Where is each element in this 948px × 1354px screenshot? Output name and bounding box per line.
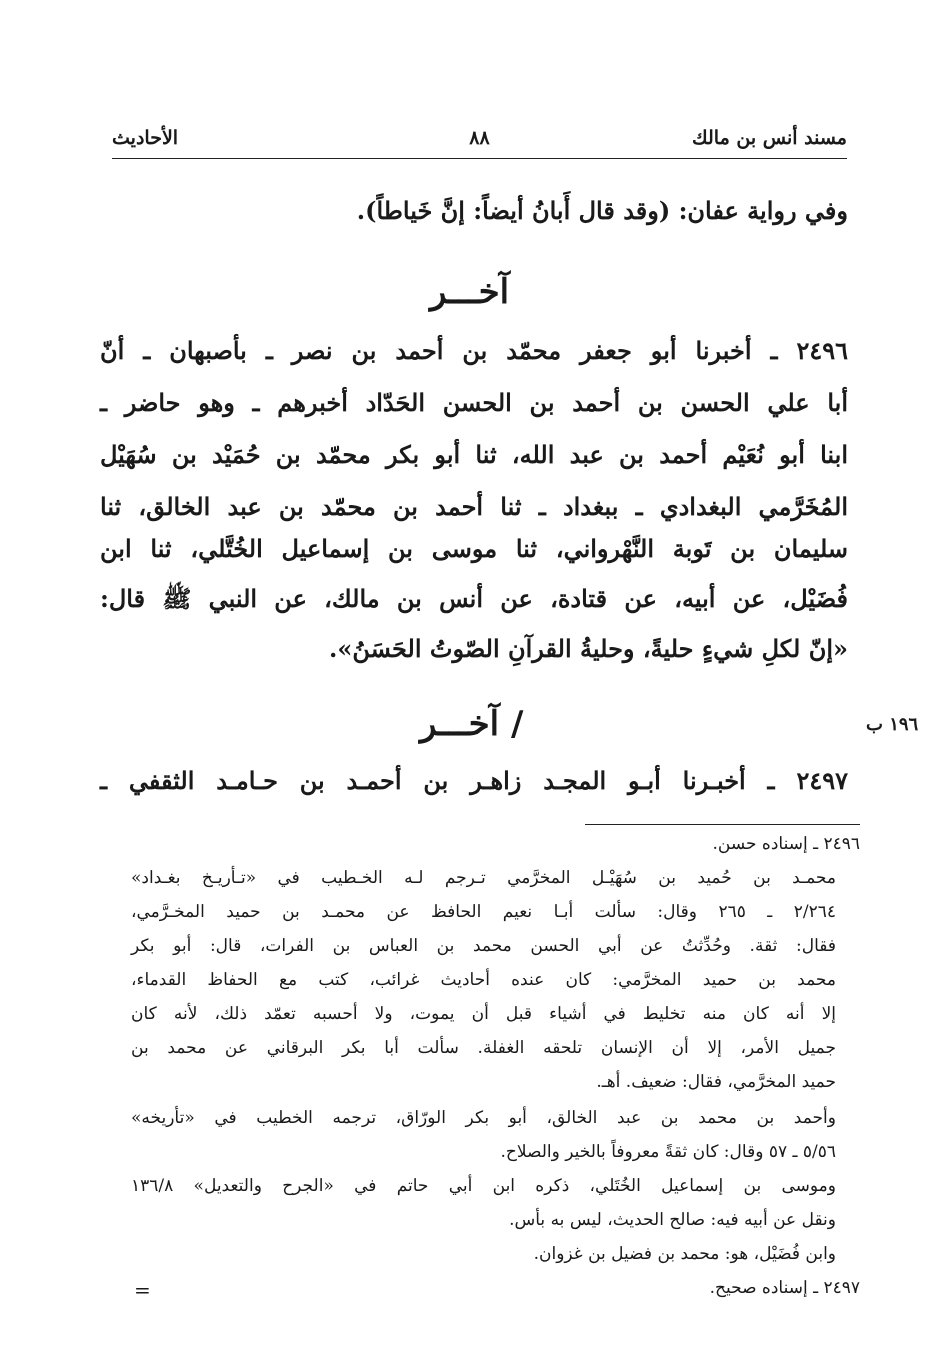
footnote-2496-head: ٢٤٩٦ ـ إسناده حسن. [712,834,860,854]
footnote-line: ٥/٥٦ ـ ٥٧ وقال: كان ثقةً معروفاً بالخير والصلاح. [500,1142,836,1162]
footnote-2497-head: ٢٤٩٧ ـ إسناده صحيح. [709,1278,860,1298]
footnote-line: فقال: ثقة. وحُدِّثتُ عن أبي الحسن محمد بن العباس بن الفرات، قال: أبو بكر [131,936,836,956]
footnote-line: جميل الأمر، إلا أن الإنسان تلحقه الغفلة. سألت أبا بكر البرقاني عن محمد بن [131,1038,836,1058]
footnote-line: محمد بن حميد المخرَّمي: كان عنده أحاديث غرائب، كتب مع الحفاظ القدماء، [131,970,836,990]
hadith-2496-line-2: أبا علي الحسن بن أحمد بن الحسن الحَدّاد أخبرهم ـ وهو حاضر ـ [100,388,848,417]
intro-line: وفي رواية عفان: (وقد قال أَبانُ أيضاً: إنَّ خَياطاً). [356,196,848,225]
footnote-line: وابن فُضَيْل، هو: محمد بن فضيل بن غزوان. [533,1244,836,1264]
footnote-line: وموسى بن إسماعيل الخُتَلي، ذكره ابن أبي حاتم في «الجرح والتعديل» ١٣٦/٨ [131,1176,836,1196]
section-title: الأحاديث [112,127,179,149]
page-number: ٨٨ [469,127,490,149]
footnote-rule [585,824,860,825]
book-title: مسند أنس بن مالك [692,127,847,149]
hadith-2496-line-1: ٢٤٩٦ ـ أخبرنا أبو جعفر محمّد بن أحمد بن نصر ـ بأصبهان ـ أنّ [100,336,848,365]
continuation-mark: = [134,1278,151,1302]
hadith-2496-line-5: سليمان بن تَوبة النَّهْرواني، ثنا موسى بن إسماعيل الخُتَّلي، ثنا ابن [100,534,849,563]
footnote-line: وأحمد بن محمد بن عبد الخالق، أبو بكر الورّاق، ترجمه الخطيب في «تأريخه» [131,1108,836,1128]
heading-akhar-1: آخـــر [430,272,510,312]
footnote-line: ٢/٢٦٤ ـ ٢٦٥ وقال: سألت أبـا نعيم الحافظ عن محمـد بن حميد المخـرَّمي، [131,902,836,922]
margin-folio-note: ١٩٦ ب [866,714,919,735]
hadith-2497-line: ٢٤٩٧ ـ أخبـرنا أبـو المجـد زاهـر بن أحمـد بن حـامـد الثقفي ـ [100,766,848,795]
hadith-2496-line-7: «إنّ لكلِ شيءٍ حليةً، وحليةُ القرآنِ الصّوتُ الحَسَنُ». [329,634,848,663]
heading-akhar-2: / آخـــر [420,704,524,744]
footnote-line: حميد المخرَّمي، فقال: ضعيف. أهـ. [596,1072,836,1092]
hadith-2496-line-6: فُضَيْل، عن أبيه، عن قتادة، عن أنس بن مالك، عن النبي ﷺ قال: [100,584,848,613]
hadith-2496-line-4: المُخَرَّمي البغدادي ـ ببغداد ـ ثنا أحمد بن محمّد بن عبد الخالق، ثنا [100,492,848,521]
hadith-2496-line-3: ابنا أبو نُعَيْم أحمد بن عبد الله، ثنا أبو بكر محمّد بن حُمَيْد بن سُهَيْل [100,440,848,469]
running-header [112,127,847,157]
footnote-line: إلا أنه كان منه تخليط في أشياء قبل أن يموت، ولا أحسبه تعمّد ذلك، لأنه كان [131,1004,836,1024]
header-rule [112,158,847,159]
footnote-line: محمـد بن حُميد بن سُهَيْـل المخرَّمي تـرجم لـه الخـطيب في «تـأريـخ بغـداد» [131,868,836,888]
footnote-line: ونقل عن أبيه فيه: صالح الحديث، ليس به بأس. [509,1210,836,1230]
